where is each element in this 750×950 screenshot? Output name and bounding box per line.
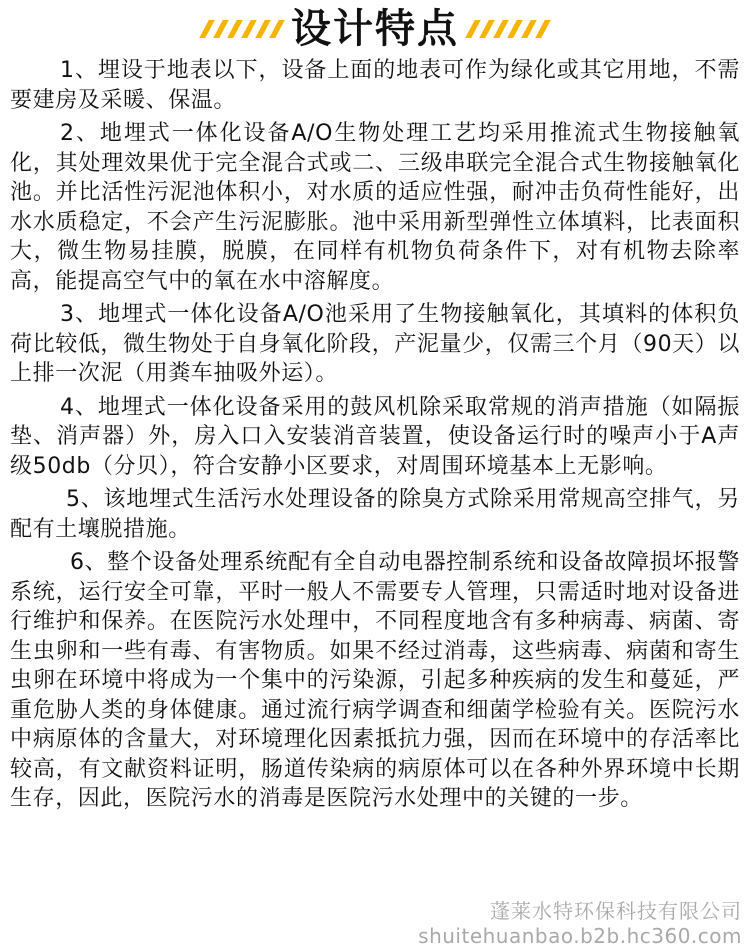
website-url: shuitehuanbao.b2b.hc360.com — [418, 924, 742, 948]
company-name: 蓬莱水特环保科技有限公司 — [490, 899, 742, 923]
feature-paragraph-5: 5、该地埋式生活污水处理设备的除臭方式除采用常规高空排气，另配有土壤脱措施。 — [10, 487, 740, 542]
feature-paragraph-3: 3、地埋式一体化设备A/O池采用了生物接触氧化，其填料的体积负荷比较低，微生物处于自身氧化阶段，产泥量少，仅需三个月（90天）以上排一次泥（用粪车抽吸外运）。 — [10, 302, 740, 386]
decoration-stripe — [493, 20, 509, 38]
decoration-stripe — [521, 20, 537, 38]
decoration-stripe — [479, 20, 495, 38]
feature-paragraph-2: 2、地埋式一体化设备A/O生物处理工艺均采用推流式生物接触氧化，其处理效果优于完全混合式或二、三级串联完全混合式生物接触氧化池。并比活性污泥池体积小，对水质的适应性强，耐冲击负荷性能好，出水水质稳定，不会产生污泥膨胀。池中采用新型弹性立体填料，比表面积大，微生物易挂膜，脱膜，在同样有机物负荷条件下，对有机物去除率高，能提高空气中的氧在水中溶解度。 — [10, 121, 740, 294]
decoration-stripe — [535, 20, 551, 38]
footer-watermark — [418, 898, 742, 948]
page-title: 设计特点 — [291, 5, 459, 52]
feature-paragraph-1: 1、埋设于地表以下，设备上面的地表可作为绿化或其它用地，不需要建房及采暖、保温。 — [10, 58, 740, 113]
decoration-stripe — [465, 20, 481, 38]
header — [0, 4, 750, 54]
decoration-stripe — [507, 20, 523, 38]
title-decoration-right — [466, 20, 666, 38]
feature-list — [10, 56, 740, 818]
feature-paragraph-6: 6、整个设备处理系统配有全自动电器控制系统和设备故障损坏报警系统，运行安全可靠，平时一般人不需要专人管理，只需适时地对设备进行维护和保养。在医院污水处理中，不同程度地含有多种病毒、病菌、寄生虫卵和一些有毒、有害物质。如果不经过消毒，这些病毒、病菌和寄生虫卵在环境中将成为一个集中的污染源，引起多种疾病的发生和蔓延，严重危胁人类的身体健康。通过流行病学调查和细菌学检验有关。医院污水中病原体的含量大，对环境理化因素抵抗力强，因而在环境中的存活率比较高，有文献资料证明，肠道传染病的病原体可以在各种外界环境中长期生存，因此，医院污水的消毒是医院污水处理中的关键的一步。 — [10, 550, 740, 811]
feature-paragraph-4: 4、地埋式一体化设备采用的鼓风机除采取常规的消声措施（如隔振垫、消声器）外，房入口入安装消音装置，使设备运行时的噪声小于A声级50db（分贝），符合安静小区要求，对周围环境基本上无影响。 — [10, 394, 740, 479]
